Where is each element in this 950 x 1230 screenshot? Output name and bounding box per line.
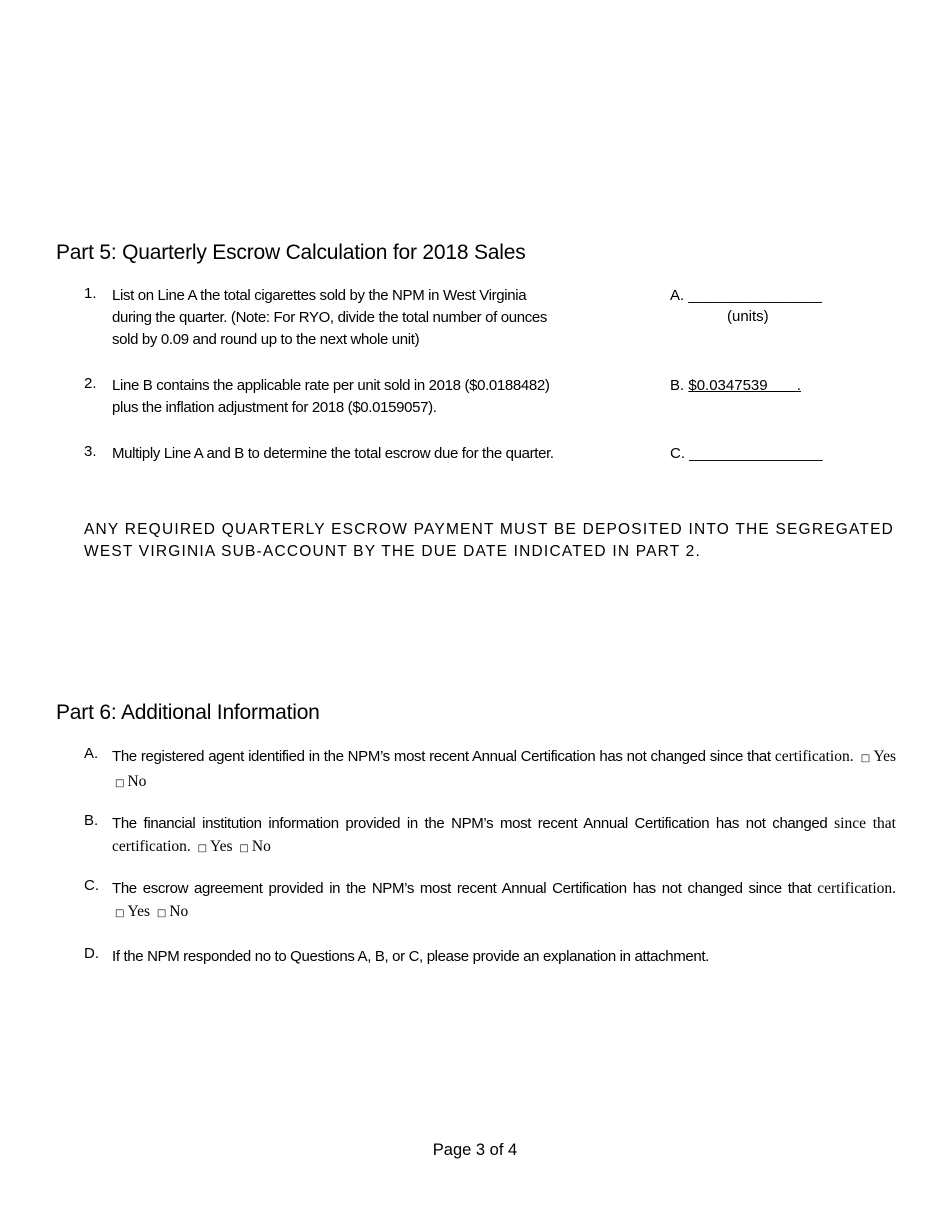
question-continuation: certification.	[817, 880, 896, 897]
yes-label: Yes	[210, 838, 233, 855]
question-continuation: certification.	[774, 748, 854, 765]
checkbox-icon[interactable]: □	[860, 753, 871, 764]
line-a-label: A.	[670, 287, 685, 304]
line-b-field[interactable]	[670, 375, 801, 397]
checkbox-icon[interactable]: □	[239, 843, 249, 854]
no-option[interactable]	[236, 838, 270, 855]
text-line: List on Line A the total cigarettes sold by the NPM in West Virginia	[112, 287, 527, 304]
line-a-field[interactable]	[670, 285, 822, 307]
part6-heading: Part 6: Additional Information	[56, 701, 320, 724]
line-b-label: B.	[670, 377, 685, 394]
part5-item-3-number: 3.	[84, 443, 97, 460]
no-label: No	[169, 903, 189, 920]
line-a-units: (units)	[727, 308, 769, 325]
text-line: during the quarter. (Note: For RYO, divide the total number of ounces	[112, 309, 547, 326]
line-a-value: ________________	[688, 287, 822, 304]
part6-item-a-text	[112, 745, 896, 795]
part6-item-c-letter: C.	[84, 877, 99, 894]
part5-item-3-text	[112, 443, 662, 465]
question-continuation: since that certification.	[112, 815, 896, 855]
line-b-value: $0.0347539 .	[688, 377, 801, 394]
part6-item-c-text	[112, 877, 896, 925]
text-line: sold by 0.09 and round up to the next whole unit)	[112, 331, 420, 348]
line-c-value: ________________	[689, 445, 823, 462]
question-text: The escrow agreement provided in the NPM’s most recent Annual Certification has not changed since that	[112, 880, 812, 897]
yes-label: Yes	[127, 903, 151, 920]
line-c-field[interactable]	[670, 443, 823, 465]
part5-item-2-text	[112, 375, 652, 419]
part5-heading: Part 5: Quarterly Escrow Calculation for 2018 Sales	[56, 241, 526, 264]
text-line: Multiply Line A and B to determine the total escrow due for the quarter.	[112, 445, 554, 462]
part6-item-d-text: If the NPM responded no to Questions A, B, or C, please provide an explanation in attachment.	[112, 948, 709, 965]
part6-item-b-text	[112, 812, 896, 860]
checkbox-icon[interactable]: □	[197, 843, 208, 854]
text-line: plus the inflation adjustment for 2018 ($0.0159057).	[112, 399, 437, 416]
checkbox-icon[interactable]: □	[115, 778, 125, 789]
part6-item-b-letter: B.	[84, 812, 99, 829]
part5-item-2-number: 2.	[84, 375, 97, 392]
no-label: No	[251, 838, 271, 855]
question-text: The financial institution information provided in the NPM’s most recent Annual Certification has not changed	[112, 815, 828, 832]
line-c-label: C.	[670, 445, 685, 462]
part5-item-1-text	[112, 285, 652, 351]
yes-option[interactable]	[858, 748, 896, 765]
no-label: No	[127, 773, 147, 790]
yes-option[interactable]	[195, 838, 233, 855]
part6-item-d-letter: D.	[84, 945, 99, 962]
yes-label: Yes	[873, 748, 897, 765]
escrow-deposit-notice: ANY REQUIRED QUARTERLY ESCROW PAYMENT MUST BE DEPOSITED INTO THE SEGREGATED WEST VIRGINIA SUB-ACCOUNT BY THE DUE DATE INDICATED IN PART 2.	[84, 521, 894, 560]
checkbox-icon[interactable]: □	[156, 908, 167, 919]
question-text: The registered agent identified in the NPM’s most recent Annual Certification has not changed since that	[112, 748, 771, 765]
no-option[interactable]	[154, 903, 188, 920]
yes-option[interactable]	[112, 903, 150, 920]
page-number: Page 3 of 4	[432, 1141, 518, 1159]
checkbox-icon[interactable]: □	[115, 908, 125, 919]
part5-item-1-number: 1.	[84, 285, 97, 302]
no-option[interactable]	[112, 773, 146, 790]
text-line: Line B contains the applicable rate per unit sold in 2018 ($0.0188482)	[112, 377, 550, 394]
part6-item-a-letter: A.	[84, 745, 99, 762]
